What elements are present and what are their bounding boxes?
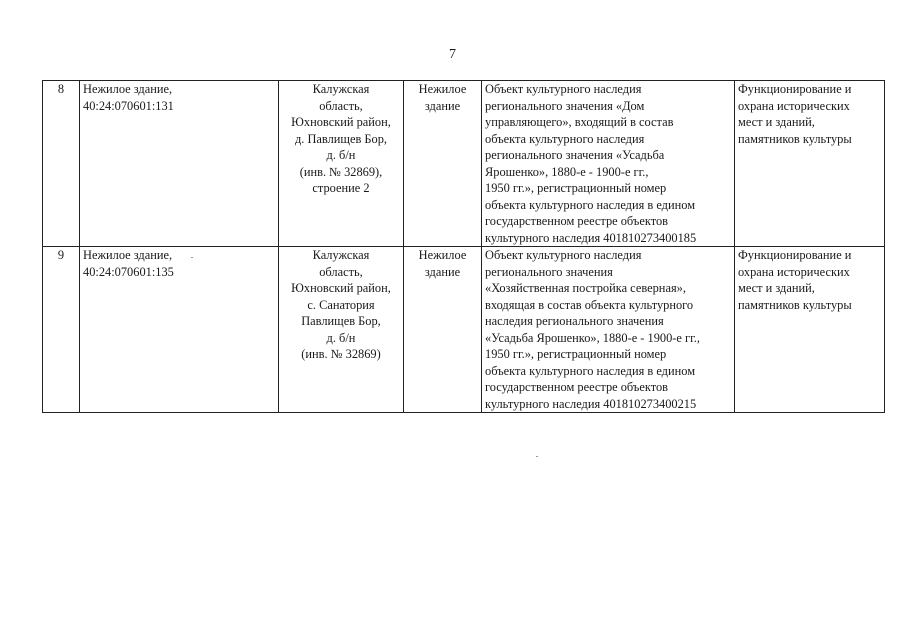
page-number: 7: [449, 47, 456, 62]
cell-text-line: д. Павлищев Бор,: [294, 131, 388, 146]
cell-text-line: объекта культурного наследия: [485, 131, 645, 146]
cell-text-line: д. б/н: [326, 330, 356, 345]
cell-text-line: объекта культурного наследия в едином: [485, 363, 696, 378]
cell-text-line: строение 2: [312, 181, 370, 195]
cell-text-line: «Хозяйственная постройка северная»,: [485, 281, 686, 295]
cell-text-line: наследия регионального значения: [485, 314, 664, 328]
cell-text-line: Нежилое: [418, 248, 467, 262]
cell-text-line: 40:24:070601:131: [83, 98, 174, 113]
cell-text-line: Объект культурного наследия: [485, 82, 642, 96]
cell-text-line: здание: [424, 98, 461, 113]
cell-text-line: управляющего», входящий в состав: [485, 115, 674, 129]
cell-text-line: 1950 гг.», регистрационный номер: [485, 347, 667, 361]
object-name-cell: [80, 247, 279, 413]
cell-text-line: «Усадьба Ярошенко», 1880-е - 1900-е гг.,: [485, 330, 700, 345]
scan-speck: [536, 456, 538, 457]
cell-text-line: Ярошенко», 1880-е - 1900-е гг.,: [485, 164, 649, 179]
object-name-cell: [80, 81, 279, 247]
cell-text-line: Павлищев Бор,: [301, 314, 381, 328]
heritage-description-cell: [482, 247, 735, 413]
cell-text-line: культурного наследия 401810273400185: [485, 230, 697, 245]
cell-text-line: мест и зданий,: [738, 281, 815, 295]
heritage-objects-table: [42, 80, 885, 413]
cell-text-line: памятников культуры: [738, 131, 852, 146]
cell-text-line: (инв. № 32869): [301, 347, 381, 361]
address-cell: [279, 81, 404, 247]
heritage-description-cell: [482, 81, 735, 247]
cell-text-line: Функционирование и: [738, 248, 852, 262]
row-number-cell: 8: [43, 81, 80, 247]
row-number-cell: 9: [43, 247, 80, 413]
object-type-cell: [404, 247, 482, 413]
purpose-cell: [735, 247, 885, 413]
cell-text-line: охрана исторических: [738, 98, 850, 113]
purpose-cell: [735, 81, 885, 247]
table-row: [43, 81, 885, 247]
cell-text-line: Юхновский район,: [291, 281, 391, 295]
cell-text-line: здание: [424, 264, 461, 279]
cell-text-line: мест и зданий,: [738, 115, 815, 129]
cell-text-line: культурного наследия 401810273400215: [485, 396, 697, 411]
cell-text-line: 40:24:070601:135: [83, 264, 174, 279]
scan-speck: [191, 257, 193, 258]
cell-text-line: объекта культурного наследия в едином: [485, 197, 696, 212]
address-cell: [279, 247, 404, 413]
table-row: [43, 247, 885, 413]
cell-text-line: Нежилое здание,: [83, 248, 173, 262]
object-type-cell: [404, 81, 482, 247]
cell-text-line: регионального значения «Усадьба: [485, 148, 665, 162]
cell-text-line: Калужская: [312, 82, 370, 96]
cell-text-line: охрана исторических: [738, 264, 850, 279]
cell-text-line: государственном реестре объектов: [485, 214, 668, 228]
cell-text-line: с. Санатория: [307, 297, 375, 312]
cell-text-line: Объект культурного наследия: [485, 248, 642, 262]
cell-text-line: Юхновский район,: [291, 115, 391, 129]
cell-text-line: область,: [319, 264, 363, 279]
cell-text-line: входящая в состав объекта культурного: [485, 297, 694, 312]
cell-text-line: область,: [319, 98, 363, 113]
cell-text-line: государственном реестре объектов: [485, 380, 668, 394]
cell-text-line: (инв. № 32869),: [299, 164, 383, 179]
cell-text-line: регионального значения «Дом: [485, 98, 645, 113]
cell-text-line: Нежилое: [418, 82, 467, 96]
cell-text-line: регионального значения: [485, 264, 613, 279]
cell-text-line: Калужская: [312, 248, 370, 262]
cell-text-line: Нежилое здание,: [83, 82, 173, 96]
cell-text-line: 1950 гг.», регистрационный номер: [485, 181, 667, 195]
cell-text-line: Функционирование и: [738, 82, 852, 96]
cell-text-line: памятников культуры: [738, 297, 852, 312]
cell-text-line: д. б/н: [326, 148, 356, 162]
table-body: [43, 81, 885, 413]
